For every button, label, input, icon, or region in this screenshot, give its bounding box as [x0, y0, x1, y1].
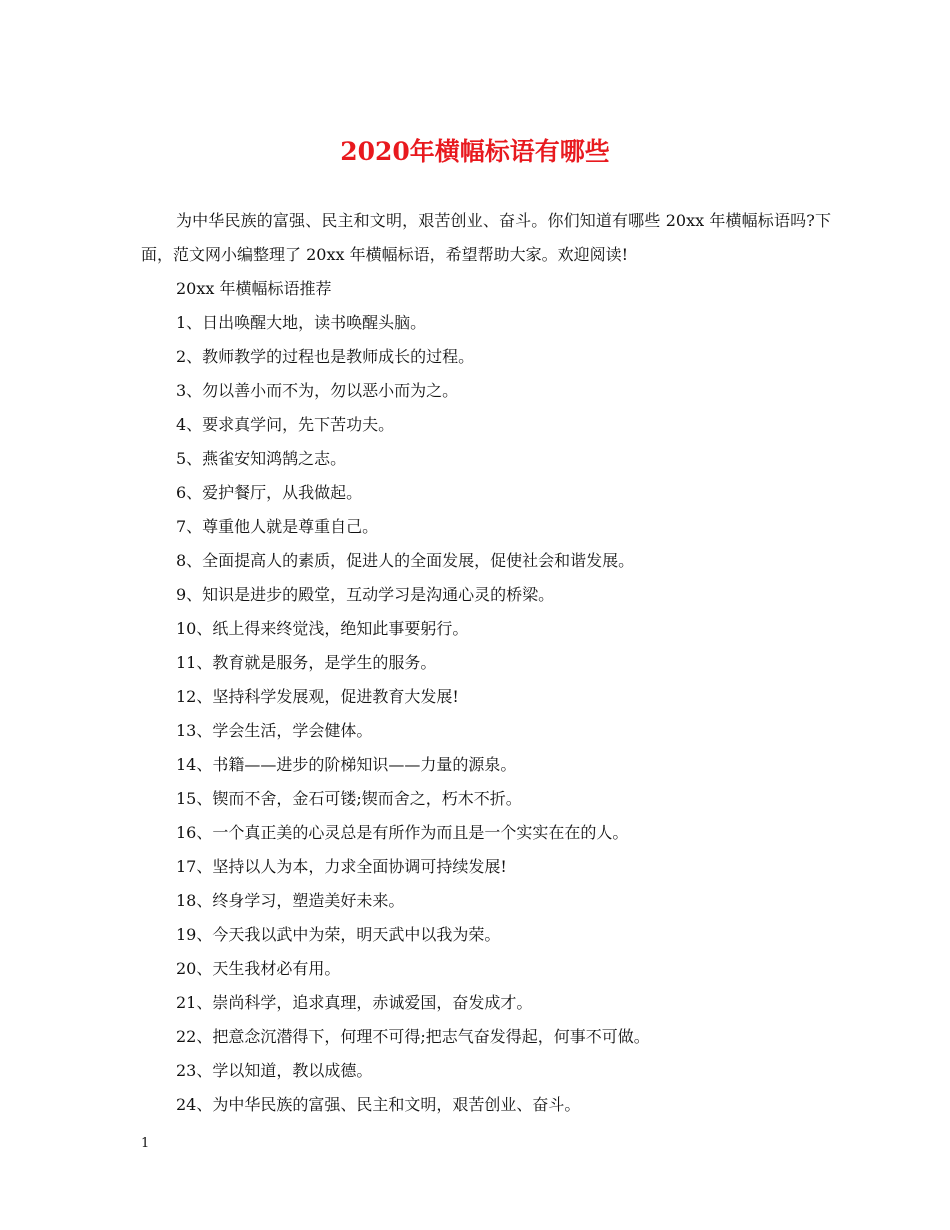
- list-item: 2、教师教学的过程也是教师成长的过程。: [176, 347, 475, 366]
- list-item: 10、纸上得来终觉浅，绝知此事要躬行。: [176, 619, 469, 638]
- list-item: 12、坚持科学发展观，促进教育大发展!: [176, 687, 459, 706]
- list-item: 3、勿以善小而不为，勿以恶小而为之。: [176, 381, 459, 400]
- document-body: [141, 204, 831, 1122]
- list-item: 16、一个真正美的心灵总是有所作为而且是一个实实在在的人。: [176, 823, 629, 842]
- slogan-list: [141, 306, 831, 1122]
- list-item: 6、爱护餐厅，从我做起。: [176, 483, 363, 502]
- list-item: 21、崇尚科学，追求真理，赤诚爱国，奋发成才。: [176, 993, 533, 1012]
- list-item: 1、日出唤醒大地，读书唤醒头脑。: [176, 313, 427, 332]
- section-subheading: 20xx 年横幅标语推荐: [176, 279, 332, 298]
- intro-paragraph: 为中华民族的富强、民主和文明，艰苦创业、奋斗。你们知道有哪些 20xx 年横幅标语吗?下面，范文网小编整理了 20xx 年横幅标语，希望帮助大家。欢迎阅读!: [141, 211, 831, 264]
- document-title: 2020年横幅标语有哪些: [340, 137, 610, 166]
- list-item: 9、知识是进步的殿堂，互动学习是沟通心灵的桥梁。: [176, 585, 555, 604]
- list-item: 18、终身学习，塑造美好未来。: [176, 891, 405, 910]
- list-item: 22、把意念沉潜得下，何理不可得;把志气奋发得起，何事不可做。: [176, 1027, 650, 1046]
- list-item: 23、学以知道，教以成德。: [176, 1061, 373, 1080]
- list-item: 4、要求真学问，先下苦功夫。: [176, 415, 395, 434]
- list-item: 8、全面提高人的素质，促进人的全面发展，促使社会和谐发展。: [176, 551, 635, 570]
- list-item: 24、为中华民族的富强、民主和文明，艰苦创业、奋斗。: [176, 1095, 581, 1114]
- list-item: 7、尊重他人就是尊重自己。: [176, 517, 379, 536]
- list-item: 13、学会生活，学会健体。: [176, 721, 373, 740]
- list-item: 14、书籍——进步的阶梯知识——力量的源泉。: [176, 755, 517, 774]
- list-item: 19、今天我以武中为荣，明天武中以我为荣。: [176, 925, 501, 944]
- list-item: 15、锲而不舍，金石可镂;锲而舍之，朽木不折。: [176, 789, 522, 808]
- list-item: 20、天生我材必有用。: [176, 959, 341, 978]
- list-item: 17、坚持以人为本，力求全面协调可持续发展!: [176, 857, 507, 876]
- page-number: 1: [141, 1136, 150, 1151]
- list-item: 11、教育就是服务，是学生的服务。: [176, 653, 437, 672]
- list-item: 5、燕雀安知鸿鹄之志。: [176, 449, 347, 468]
